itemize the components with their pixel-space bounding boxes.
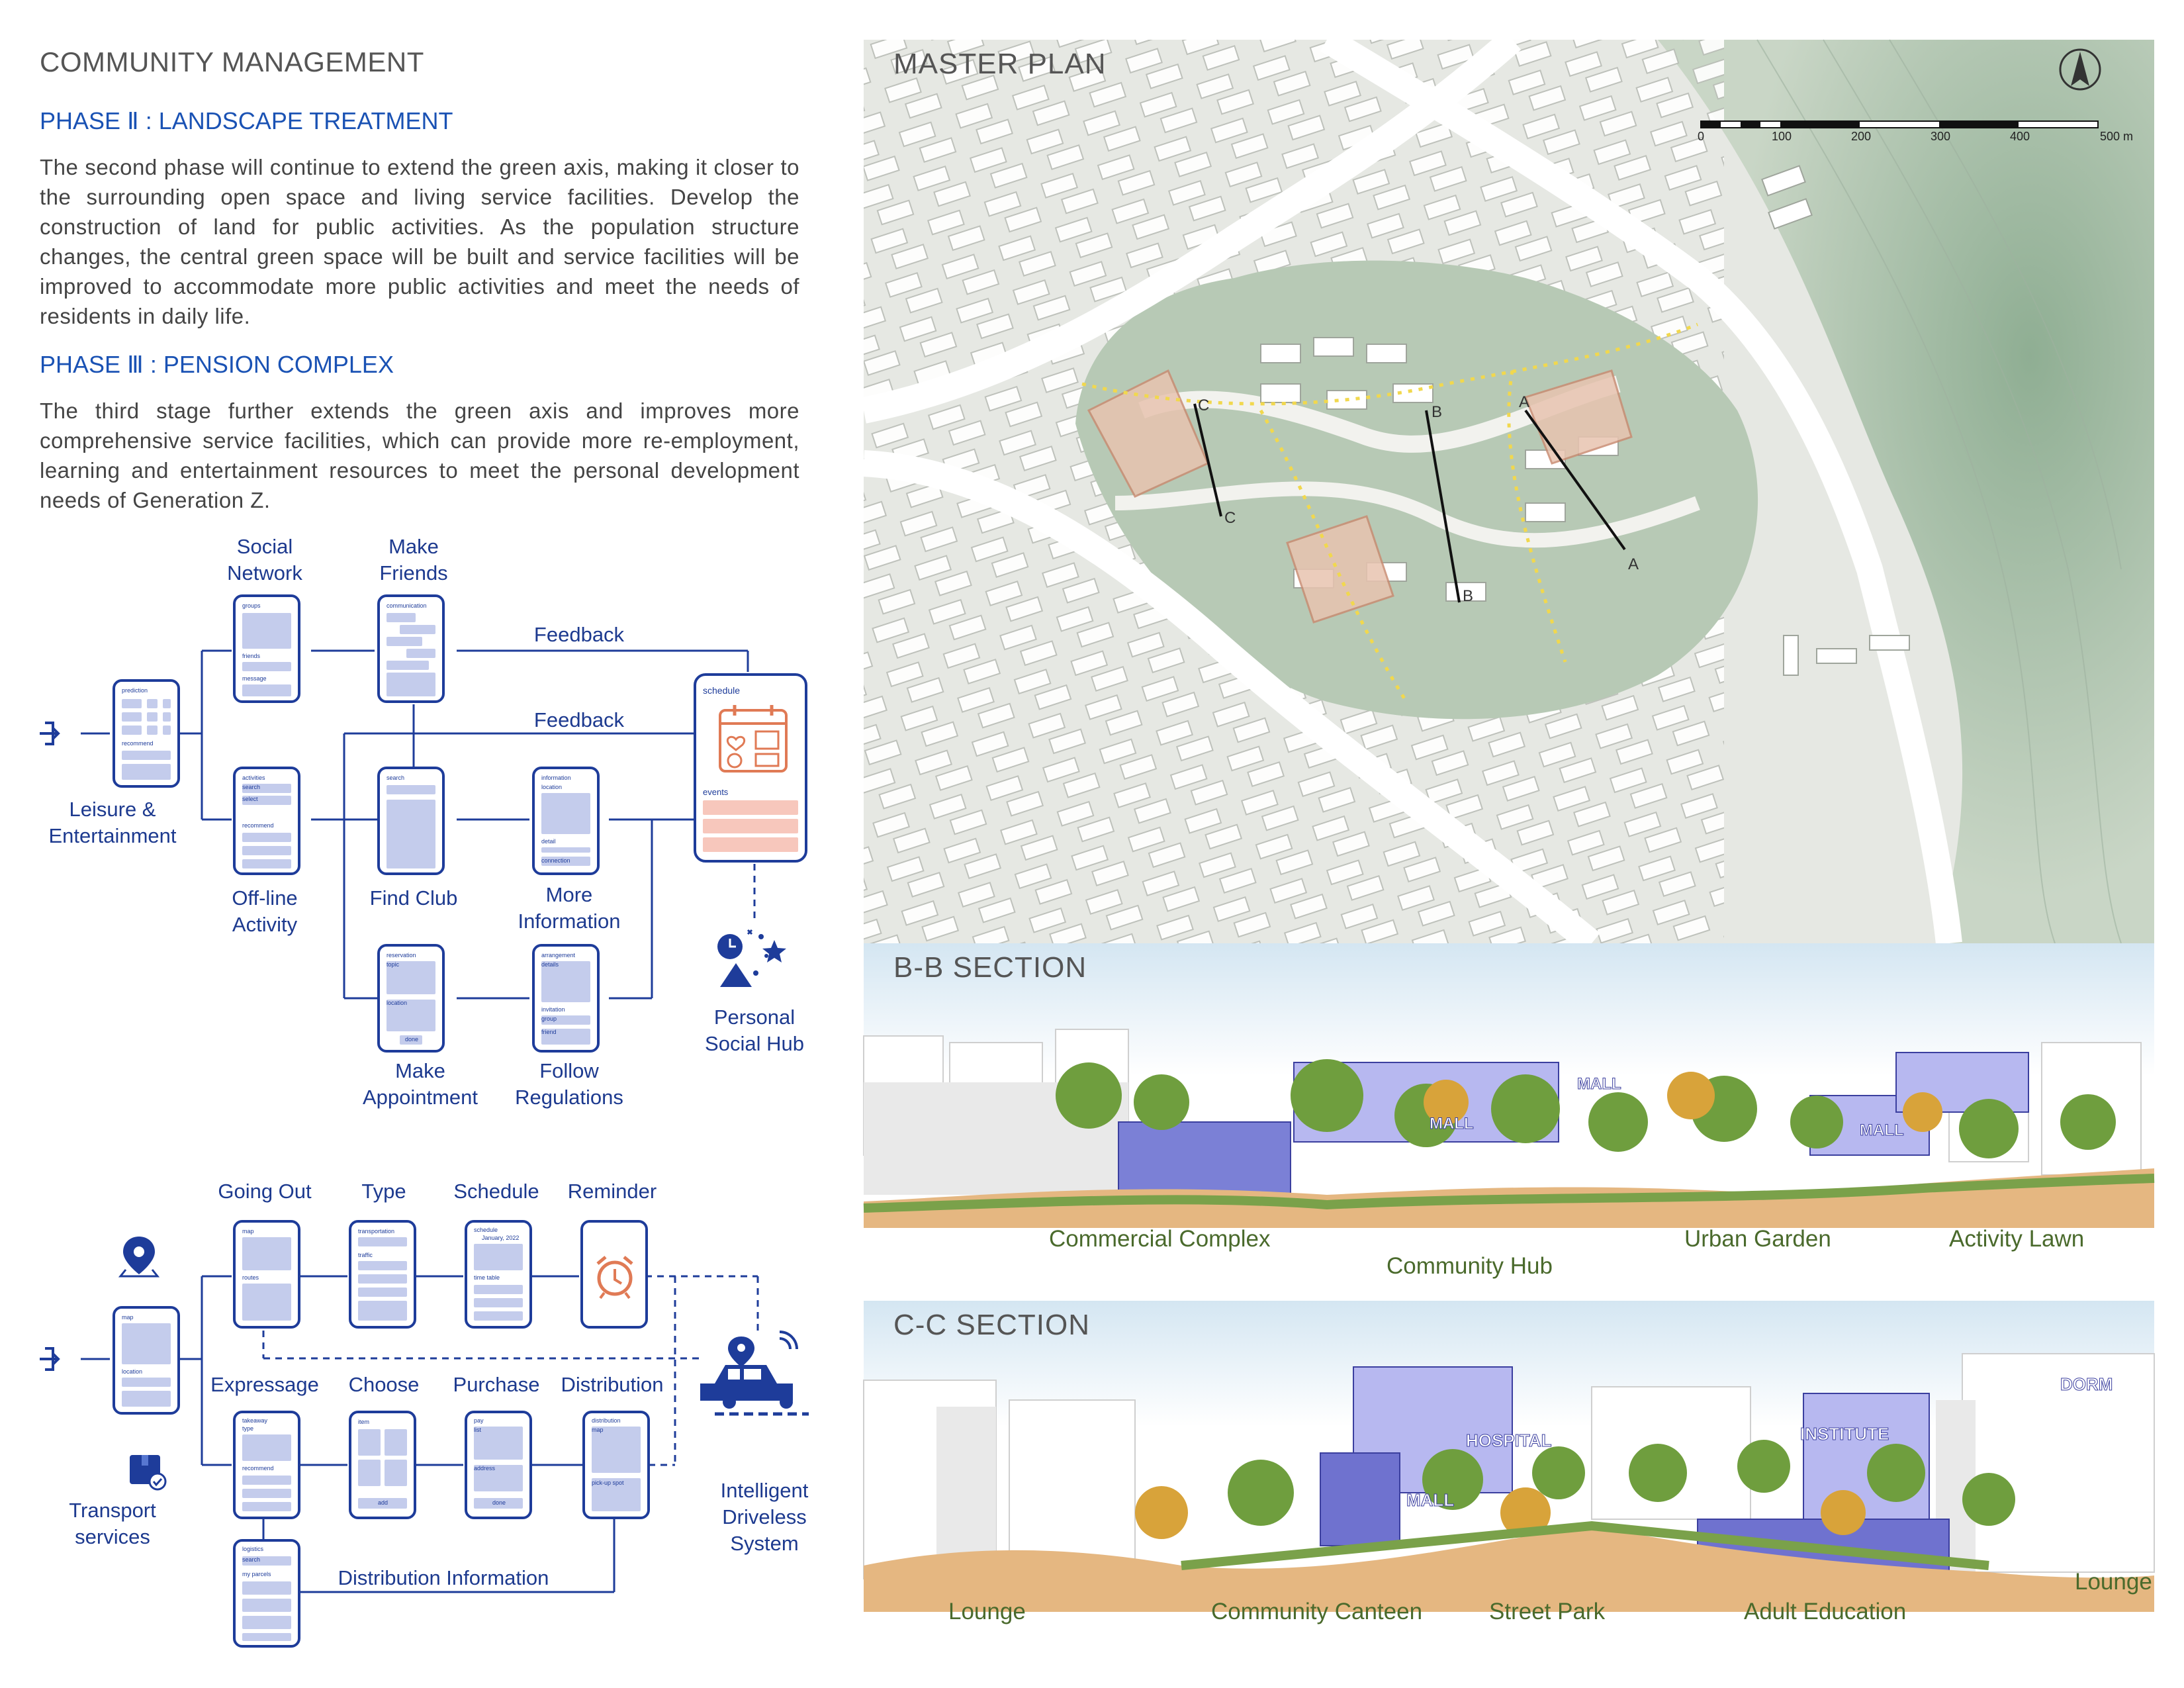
phone-going-out[interactable]: map routes — [233, 1220, 300, 1329]
offline-activity-label: Off-line Activity — [232, 886, 298, 936]
phone-map[interactable]: map location — [113, 1306, 180, 1415]
scale-label-200: 200 — [1851, 130, 1872, 143]
alarm-clock-icon — [591, 1252, 639, 1299]
section-mark-a1: A — [1519, 393, 1530, 411]
phone-offline-activity[interactable]: activities search select recommend — [233, 767, 300, 875]
make-friends-label: Make Friends — [379, 535, 448, 585]
phase-2-heading: PHASE Ⅱ : LANDSCAPE TREATMENT — [40, 107, 453, 134]
social-hub-icon — [717, 930, 786, 987]
leisure-label: Leisure & Entertainment — [48, 798, 177, 847]
scale-label-500: 500 m — [2100, 130, 2134, 143]
bb-label-community-hub: Community Hub — [1387, 1253, 1553, 1279]
bb-label-activity-lawn: Activity Lawn — [1949, 1226, 2085, 1252]
section-mark-c1: C — [1198, 397, 1210, 414]
scale-label-0: 0 — [1698, 130, 1705, 143]
intelligent-driveless-label: Intelligent Driveless System — [720, 1479, 809, 1555]
bb-label-urban-garden: Urban Garden — [1684, 1226, 1831, 1252]
follow-regulations-label: Follow Regulations — [515, 1059, 623, 1109]
phone-logistics[interactable]: logistics search my parcels — [233, 1539, 300, 1648]
schedule-label: Schedule — [453, 1180, 539, 1203]
phone-choose[interactable]: item add — [349, 1411, 416, 1519]
master-plan-title: MASTER PLAN — [893, 48, 1107, 80]
cc-label-street-park: Street Park — [1489, 1599, 1606, 1624]
cc-section-drawing — [864, 1301, 2154, 1632]
bb-section[interactable] — [864, 943, 2154, 1279]
cc-label-community-canteen: Community Canteen — [1211, 1599, 1423, 1624]
cc-label-lounge-left: Lounge — [948, 1599, 1026, 1624]
phone-social-network[interactable]: groups friends message — [233, 594, 300, 703]
phone-schedule-hub[interactable]: schedule events — [694, 673, 807, 863]
cc-sign-institute: INSTITUTE — [1800, 1424, 1889, 1444]
reminder-label: Reminder — [567, 1180, 657, 1203]
phone-find-club[interactable]: search — [377, 767, 445, 875]
cc-label-adult-education: Adult Education — [1744, 1599, 1907, 1624]
make-appointment-label: Make Appointment — [362, 1059, 478, 1109]
phase-3-text: The third stage further extends the green axis and improves more comprehensive service facilities, which can provide more re-employment, learning and entertainment resources to meet the personal development needs of Generation Z. — [40, 399, 799, 512]
phase-3-heading: PHASE Ⅲ : PENSION COMPLEX — [40, 351, 394, 378]
phone-make-friends[interactable]: communication — [377, 594, 445, 703]
expressage-label: Expressage — [210, 1373, 319, 1396]
section-mark-c2: C — [1224, 509, 1236, 527]
calendar-icon — [716, 701, 790, 775]
phone-prediction[interactable]: prediction recommend — [113, 679, 180, 788]
section-mark-b2: B — [1463, 587, 1474, 605]
cc-sign-mall: MALL — [1406, 1490, 1455, 1510]
scale-label-400: 400 — [2010, 130, 2030, 143]
bb-sign-mall-1: MALL — [1430, 1115, 1474, 1133]
type-label: Type — [361, 1180, 406, 1203]
bb-sign-mall-3: MALL — [1860, 1121, 1904, 1139]
scale-bar — [1701, 121, 2098, 128]
master-plan-map[interactable] — [864, 40, 2154, 943]
phone-follow-regulations[interactable]: arrangement details invitation group friend — [532, 944, 600, 1053]
bb-section-drawing — [864, 943, 2154, 1248]
bb-label-commercial-complex: Commercial Complex — [1049, 1226, 1271, 1252]
choose-label: Choose — [348, 1373, 420, 1396]
phone-distribution[interactable]: distribution map pick-up spot — [582, 1411, 650, 1519]
section-mark-a2: A — [1628, 555, 1639, 573]
cc-section[interactable] — [864, 1301, 2154, 1632]
purchase-label: Purchase — [453, 1373, 540, 1396]
scale-label-100: 100 — [1772, 130, 1792, 143]
phone-expressage[interactable]: takeaway type recommend — [233, 1411, 300, 1519]
page-title: COMMUNITY MANAGEMENT — [40, 46, 424, 77]
find-club-label: Find Club — [369, 886, 458, 910]
distribution-information-label: Distribution Information — [338, 1566, 549, 1589]
bb-sign-mall-2: MALL — [1577, 1075, 1621, 1093]
going-out-label: Going Out — [218, 1180, 312, 1203]
feedback-label-1: Feedback — [533, 623, 625, 646]
phone-more-information[interactable]: information location detail connection — [532, 767, 600, 875]
phase-2-text: The second phase will continue to extend the green axis, making it closer to the surrounding open space and living service facilities. Develop the construction of land for public activities. As the population structure changes, the central green space will be built and service facilities will be improved to accommodate more public activities and meet the needs of residents in daily life. — [40, 155, 799, 328]
feedback-label-2: Feedback — [533, 708, 625, 731]
phone-purchase[interactable]: pay list address done — [465, 1411, 532, 1519]
cc-section-title: C-C SECTION — [893, 1309, 1090, 1341]
more-information-label: More Information — [518, 883, 621, 933]
package-icon — [130, 1455, 165, 1489]
cc-sign-hospital: HOSPITAL — [1466, 1430, 1552, 1450]
transport-services-label: Transport services — [69, 1499, 156, 1548]
master-plan-drawing — [864, 40, 2154, 943]
cc-label-lounge-right: Lounge — [2075, 1569, 2152, 1595]
cc-sign-dorm: DORM — [2060, 1374, 2113, 1394]
autonomous-car-icon — [700, 1332, 809, 1414]
phone-reminder[interactable] — [580, 1220, 648, 1329]
section-mark-b1: B — [1432, 403, 1443, 421]
location-pin-icon — [120, 1237, 158, 1276]
distribution-label: Distribution — [561, 1373, 664, 1396]
bb-section-title: B-B SECTION — [893, 951, 1087, 984]
phone-schedule[interactable]: schedule January, 2022 time table — [465, 1220, 532, 1329]
phone-type[interactable]: transportation traffic — [349, 1220, 416, 1329]
personal-social-hub-label: Personal Social Hub — [705, 1006, 804, 1055]
social-network-label: Social Network — [227, 535, 302, 585]
scale-label-300: 300 — [1931, 130, 1951, 143]
phone-make-appointment[interactable]: reservation topic location done — [377, 944, 445, 1053]
